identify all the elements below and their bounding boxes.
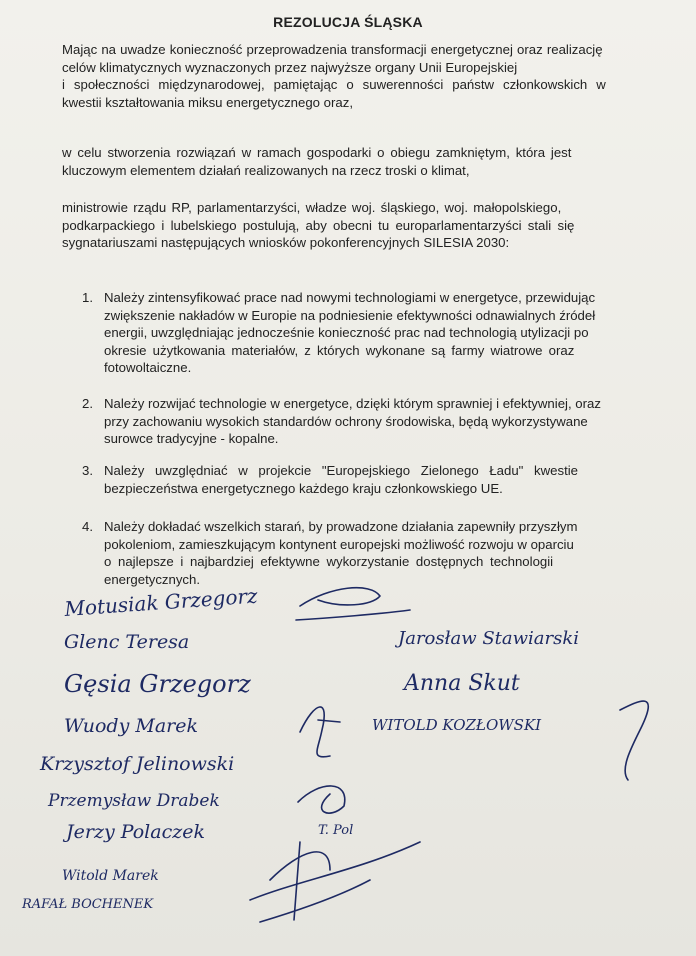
intro-line: kwestii kształtowania miksu energetycznego oraz, bbox=[62, 94, 353, 110]
intro-paragraph-1 bbox=[62, 41, 662, 111]
signature-scribble bbox=[300, 707, 340, 757]
item-line: Należy uwzględniać w projekcie "Europejskiego Zielonego Ładu" kwestie bbox=[104, 463, 579, 478]
signature-left: Glenc Teresa bbox=[64, 631, 190, 653]
intro-line: w celu stworzenia rozwiązań w ramach gospodarki o obiegu zamkniętym, która jest bbox=[62, 145, 572, 160]
signature-left: Wuody Marek bbox=[64, 715, 198, 737]
intro-line: podkarpackiego i lubelskiego postulują, aby obecni tu europarlamentarzyści stali się bbox=[62, 217, 575, 233]
document-title: REZOLUCJA ŚLĄSKA bbox=[273, 14, 423, 30]
intro-line: ministrowie rządu RP, parlamentarzyści, władze woj. śląskiego, woj. małopolskiego, bbox=[62, 200, 562, 215]
intro-paragraph-3 bbox=[62, 199, 662, 252]
intro-line: sygnatariuszami następujących wniosków pokonferencyjnych SILESIA 2030: bbox=[62, 235, 510, 250]
item-number: 1. bbox=[82, 290, 93, 305]
signature-left: Przemysław Drabek bbox=[48, 791, 220, 811]
signature-left: Jerzy Polaczek bbox=[66, 821, 205, 843]
item-line: zwiększenie nakładów w Europie na podniesienie efektywności odnawialnych źródeł bbox=[104, 307, 596, 323]
item-line: surowce tradycyjne - kopalne. bbox=[104, 431, 279, 446]
item-line: energetycznych. bbox=[104, 571, 201, 587]
item-line: Należy dokładać wszelkich starań, by prowadzone działania zapewniły przyszłym bbox=[104, 519, 578, 534]
item-line: przy zachowaniu wysokich standardów ochrony środowiska, będą wykorzystywane bbox=[104, 413, 588, 429]
item-line: bezpieczeństwa energetycznego każdego kraju członkowskiego UE. bbox=[104, 480, 503, 496]
item-line: Należy rozwijać technologie w energetyce, dzięki którym sprawniej i efektywniej, oraz bbox=[104, 396, 601, 411]
signature-left: Witold Marek bbox=[62, 868, 159, 884]
signature-left: Krzysztof Jelinowski bbox=[40, 753, 235, 775]
item-line: fotowoltaiczne. bbox=[104, 360, 192, 375]
intro-line: kluczowym elementem działań realizowanych na rzecz troski o klimat, bbox=[62, 162, 470, 178]
item-line: o najlepsze i najbardziej efektywne wykorzystanie dostępnych technologii bbox=[104, 554, 554, 569]
item-number: 2. bbox=[82, 396, 93, 411]
intro-line: Mając na uwadze konieczność przeprowadzenia transformacji energetycznej oraz realizację bbox=[62, 42, 603, 57]
signature-left: RAFAŁ BOCHENEK bbox=[22, 897, 154, 912]
signature-right: T. Pol bbox=[318, 823, 354, 838]
item-line: okresie użytkowania materiałów, z których wykonane są farmy wiatrowe oraz bbox=[104, 342, 575, 358]
item-line: Należy zintensyfikować prace nad nowymi technologiami w energetyce, przewidując bbox=[104, 290, 596, 305]
intro-paragraph-2 bbox=[62, 144, 662, 179]
signature-right: WITOLD KOZŁOWSKI bbox=[372, 716, 542, 734]
signatures-drawing bbox=[0, 580, 696, 956]
intro-line: celów klimatycznych wyznaczonych przez najwyższe organy Unii Europejskiej bbox=[62, 59, 518, 75]
signature-right: Jarosław Stawiarski bbox=[398, 628, 580, 649]
item-line: pokoleniom, zamieszkującym kontynent europejski możliwość rozwoju w oparciu bbox=[104, 536, 574, 552]
signature-left: Motusiak Grzegorz bbox=[63, 583, 259, 621]
item-number: 3. bbox=[82, 463, 93, 478]
signature-scribble bbox=[250, 842, 420, 922]
item-line: energii, uwzględniając jednocześnie konieczność prac nad technologią utylizacji po bbox=[104, 325, 589, 340]
signature-scribble bbox=[296, 588, 410, 620]
signatures-area bbox=[0, 580, 696, 956]
signature-scribble bbox=[620, 701, 648, 780]
signature-scribble bbox=[298, 786, 345, 813]
signature-right: Anna Skut bbox=[404, 671, 520, 696]
signature-left: Gęsia Grzegorz bbox=[64, 670, 251, 698]
intro-line: i społeczności międzynarodowej, pamiętając o suwerenności państw członkowskich w bbox=[62, 77, 606, 92]
item-number: 4. bbox=[82, 519, 93, 534]
